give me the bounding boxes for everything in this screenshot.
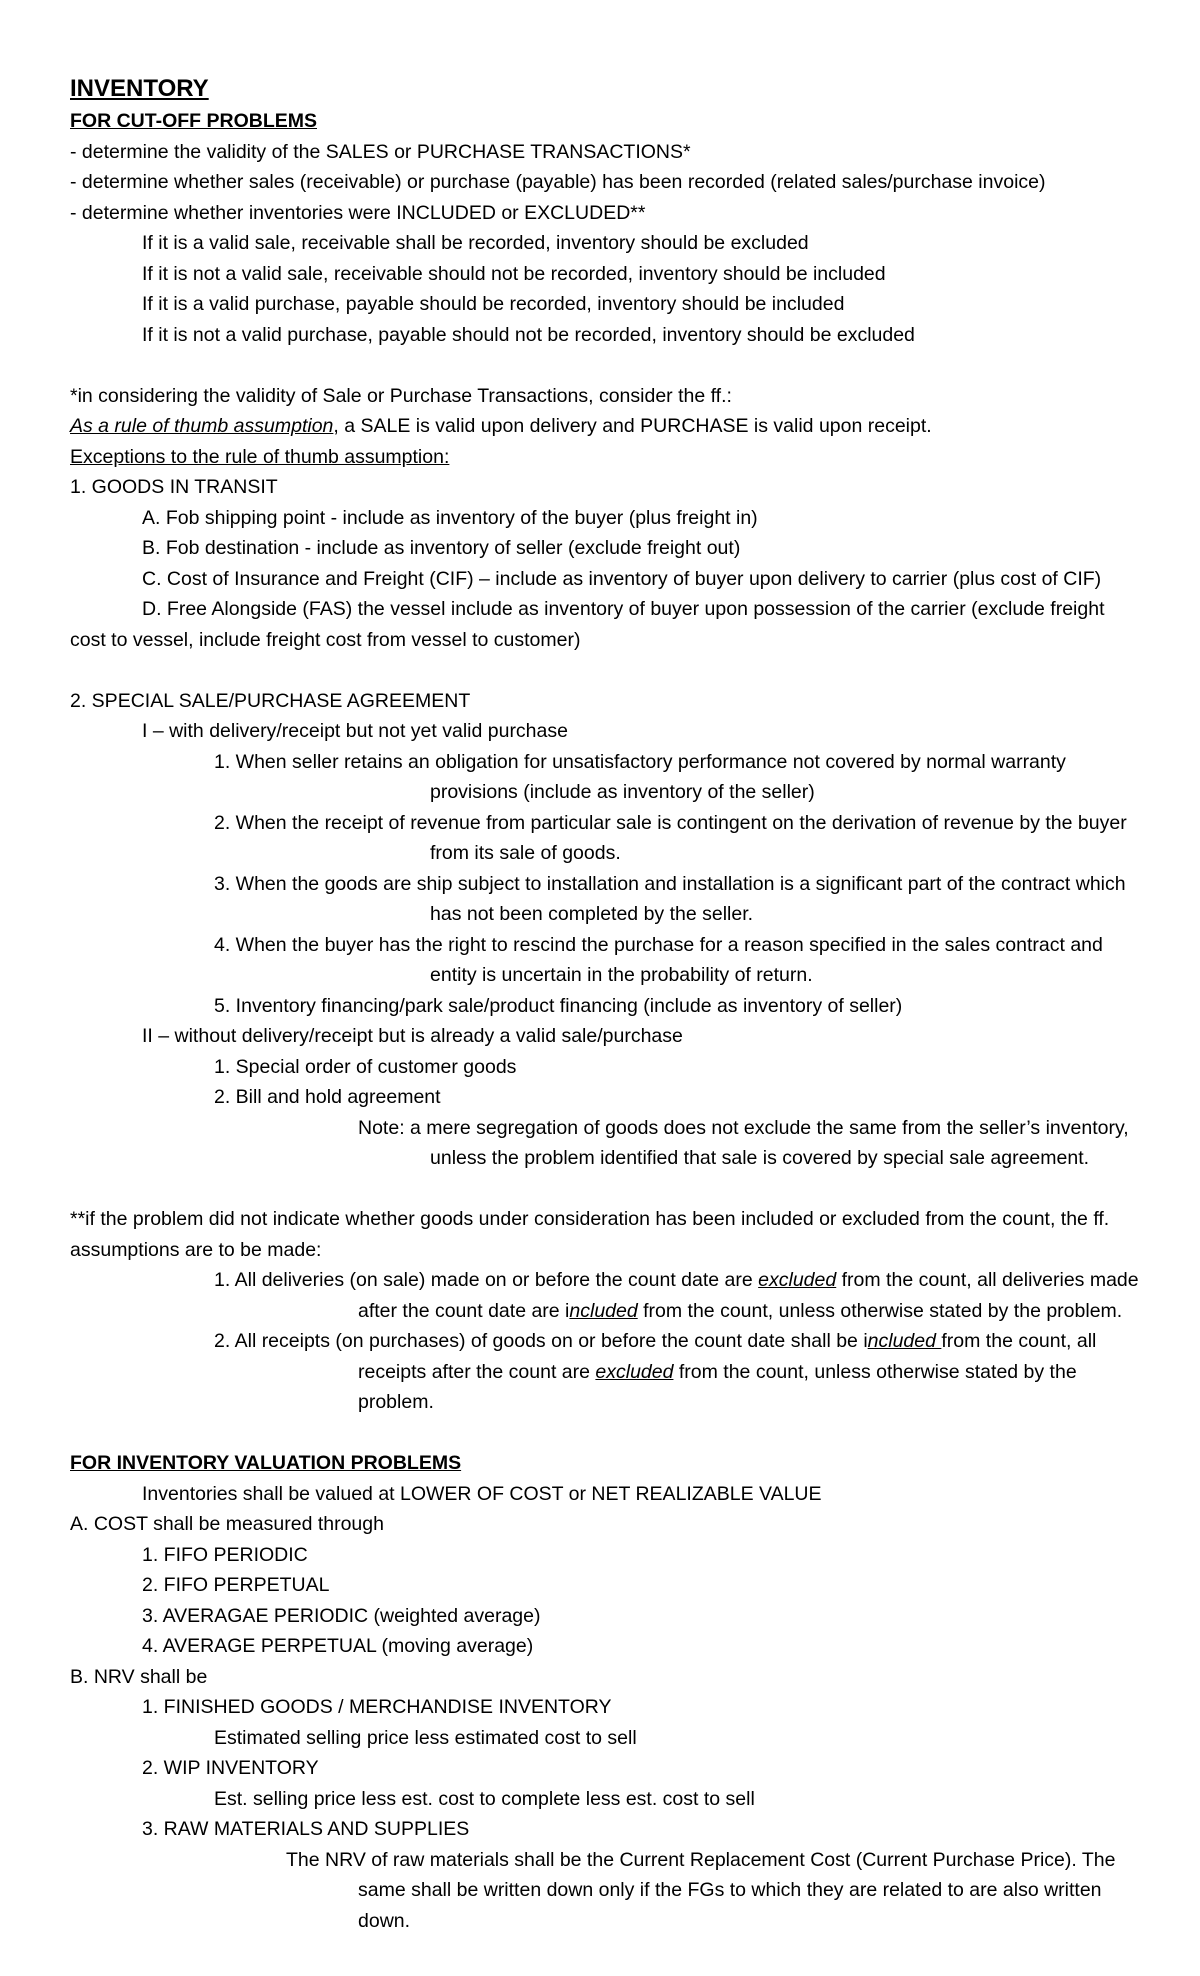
group1-heading: I – with delivery/receipt but not yet valid purchase: [142, 720, 568, 742]
assumption-1: 1. All deliveries (on sale) made on or before the count date are excluded from the count, all deliveries made after the count date are included from the count, unless otherwise stated by the problem.: [214, 1269, 1139, 1322]
group1-item-5: 5. Inventory financing/park sale/product financing (include as inventory of seller): [214, 994, 903, 1017]
transit-item-c: C. Cost of Insurance and Freight (CIF) – include as inventory of buyer upon delivery to carrier (plus cost of CIF): [142, 567, 1102, 590]
transit-item-b: B. Fob destination - include as inventory of seller (exclude freight out): [142, 537, 741, 559]
nrv-item-label: 2. WIP INVENTORY: [142, 1757, 319, 1779]
group2-heading: II – without delivery/receipt but is already a valid sale/purchase: [142, 1025, 683, 1047]
rule-of-thumb-label: As a rule of thumb assumption: [70, 415, 334, 437]
group1-item-3: 3. When the goods are ship subject to installation and installation is a significant part of the contract which has not been completed by the seller.: [214, 872, 1126, 925]
exceptions-heading: Exceptions to the rule of thumb assumption:: [70, 445, 450, 468]
group2-item-2: 2. Bill and hold agreement: [214, 1086, 441, 1108]
bullet-included: - determine whether inventories were INCLUDED or EXCLUDED**: [70, 201, 646, 224]
transit-item-d: D. Free Alongside (FAS) the vessel include as inventory of buyer upon possession of the carrier (exclude freight cost to vessel, include freight cost from vessel to customer): [70, 598, 1105, 651]
group1-item-2: 2. When the receipt of revenue from particular sale is contingent on the derivation of revenue by the buyer from its sale of goods.: [214, 811, 1127, 864]
excluded-term: excluded: [758, 1269, 837, 1291]
included-term: ncluded: [569, 1299, 638, 1322]
cutoff-heading: FOR CUT-OFF PROBLEMS: [70, 110, 317, 132]
valuation-heading: FOR INVENTORY VALUATION PROBLEMS: [70, 1452, 462, 1474]
cost-item: 4. AVERAGE PERPETUAL (moving average): [142, 1635, 534, 1657]
goods-in-transit-heading: 1. GOODS IN TRANSIT: [70, 476, 278, 498]
group1-item-1: 1. When seller retains an obligation for unsatisfactory performance not covered by normal warranty provisions (include as inventory of the seller): [214, 750, 1066, 803]
rule-valid-purchase: If it is a valid purchase, payable should be recorded, inventory should be included: [142, 293, 845, 315]
assumption-2: 2. All receipts (on purchases) of goods on or before the count date shall be included from the count, all receipts after the count are excluded from the count, unless otherwise stated by the problem.: [214, 1330, 1097, 1413]
nrv-item-label: 1. FINISHED GOODS / MERCHANDISE INVENTORY: [142, 1696, 612, 1718]
excluded-term: excluded: [595, 1360, 674, 1383]
cost-item: 3. AVERAGAE PERIODIC (weighted average): [142, 1604, 541, 1627]
segregation-note: Note: a mere segregation of goods does not exclude the same from the seller’s inventory, unless the problem identified that sale is covered by special sale agreement.: [358, 1116, 1129, 1169]
transit-item-a: A. Fob shipping point - include as inventory of the buyer (plus freight in): [142, 506, 758, 529]
validity-note: *in considering the validity of Sale or Purchase Transactions, consider the ff.:: [70, 384, 732, 407]
cost-heading: A. COST shall be measured through: [70, 1513, 384, 1535]
spacer: [70, 1174, 1140, 1205]
group1-item-4: 4. When the buyer has the right to rescind the purchase for a reason specified in the sales contract and entity is uncertain in the probability of return.: [214, 933, 1103, 986]
spacer: [70, 1418, 1140, 1449]
rule-of-thumb: [70, 411, 1140, 442]
special-agreement-heading: 2. SPECIAL SALE/PURCHASE AGREEMENT: [70, 689, 471, 712]
count-note: **if the problem did not indicate whether goods under consideration has been included or excluded from the count, the ff. assumptions are to be made:: [70, 1208, 1110, 1261]
nrv-heading: B. NRV shall be: [70, 1665, 208, 1688]
nrv-item-detail: Estimated selling price less estimated cost to sell: [214, 1726, 637, 1749]
valuation-intro: Inventories shall be valued at LOWER OF COST or NET REALIZABLE VALUE: [142, 1482, 822, 1505]
cost-item: 1. FIFO PERIODIC: [142, 1543, 308, 1566]
nrv-item-detail: The NRV of raw materials shall be the Current Replacement Cost (Current Purchase Price). The same shall be written down only if the FGs to which they are related to are also written down.: [286, 1848, 1116, 1932]
included-term: ncluded: [867, 1330, 942, 1352]
rule-valid-sale: If it is a valid sale, receivable shall be recorded, inventory should be excluded: [142, 232, 809, 254]
spacer: [70, 655, 1140, 686]
spacer: [70, 350, 1140, 381]
nrv-item-detail: Est. selling price less est. cost to complete less est. cost to sell: [214, 1787, 755, 1810]
nrv-item-label: 3. RAW MATERIALS AND SUPPLIES: [142, 1818, 470, 1840]
page-title: INVENTORY: [70, 75, 209, 102]
group2-item-1: 1. Special order of customer goods: [214, 1055, 517, 1078]
bullet-recorded: - determine whether sales (receivable) or purchase (payable) has been recorded (related sales/purchase invoice): [70, 171, 1046, 193]
bullet-validity: - determine the validity of the SALES or PURCHASE TRANSACTIONS*: [70, 140, 691, 163]
rule-invalid-sale: If it is not a valid sale, receivable should not be recorded, inventory should be included: [142, 262, 886, 285]
rule-invalid-purchase: If it is not a valid purchase, payable should not be recorded, inventory should be excluded: [142, 323, 915, 346]
cost-item: 2. FIFO PERPETUAL: [142, 1574, 330, 1596]
rule-of-thumb-text: , a SALE is valid upon delivery and PURCHASE is valid upon receipt.: [333, 415, 932, 437]
